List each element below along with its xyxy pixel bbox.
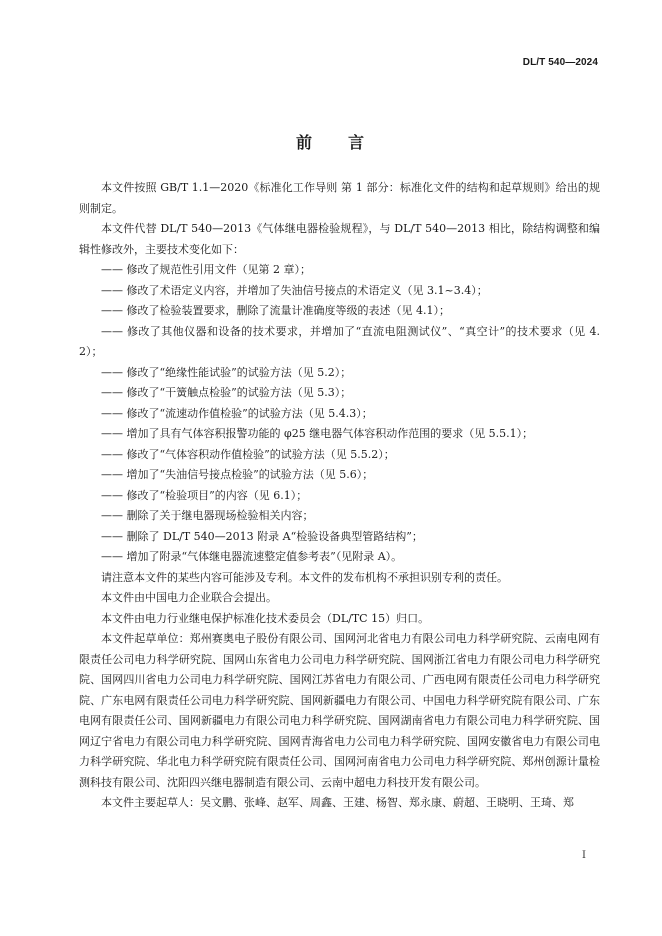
preface-body xyxy=(79,178,600,814)
dash-mark: —— xyxy=(101,324,123,338)
dash-mark: —— xyxy=(101,386,123,399)
paragraph-technical-committee: 本文件由电力行业继电保护标准化技术委员会（DL/TC 15）归口。 xyxy=(101,611,430,625)
list-item-text: 修改了“流速动作值检验”的试验方法（见 5.4.3）； xyxy=(126,406,373,420)
dash-mark: —— xyxy=(101,550,123,563)
list-item-text: 删除了 DL/T 540—2013 附录 A“检验设备典型管路结构”； xyxy=(126,529,423,543)
paragraph-drafting-rules: 本文件按照 GB/T 1.1—2020《标准化工作导则 第 1 部分：标准化文件的结构和起草规则》给出的规则制定。 xyxy=(79,181,600,215)
list-item xyxy=(79,363,600,384)
paragraph-drafters: 本文件主要起草人：吴文鹏、张峰、赵军、周鑫、王建、杨智、郑永康、蔚超、王晓明、王琦、郑 xyxy=(101,796,574,809)
dash-mark: —— xyxy=(101,427,123,440)
title-char-1: 前 xyxy=(295,133,314,152)
paragraph-drafting-units: 本文件起草单位：郑州赛奥电子股份有限公司、国网河北省电力有限公司电力科学研究院、云南电网有限责任公司电力科学研究院、国网山东省电力公司电力科学研究院、国网浙江省电力有限公司电力科学研究院、国网四川省电力公司电力科学研究院、国网江苏省电力有限公司、广西电网有限责任公司电力科学研究院、广东电网有限责任公司电力科学研究院、国网新疆电力有限公司、中国电力科学研究院有限公司、广东电网有限责任公司、国网新疆电力有限公司电力科学研究院、国网湖南省电力有限公司电力科学研究院、国网辽宁省电力有限公司电力科学研究院、国网青海省电力公司电力科学研究院、国网安徽省电力有限公司电力科学研究院、华北电力科学研究院有限责任公司、国网河南省电力公司电力科学研究院、郑州创源计量检测科技有限公司、沈阳四兴继电器制造有限公司、云南中超电力科技开发有限公司。 xyxy=(79,632,600,789)
dash-mark: —— xyxy=(101,283,123,297)
document-code: DL/T 540—2024 xyxy=(522,57,598,68)
list-item xyxy=(79,281,600,302)
list-item-text: 增加了附录“气体继电器流速整定值参考表”（见附录 A）。 xyxy=(126,550,403,563)
paragraph-patent-notice: 请注意本文件的某些内容可能涉及专利。本文件的发布机构不承担识别专利的责任。 xyxy=(101,570,508,584)
dash-mark: —— xyxy=(101,468,123,481)
list-item xyxy=(79,465,600,486)
list-item xyxy=(79,301,600,322)
dash-mark: —— xyxy=(101,406,123,420)
list-item-text: 修改了检验装置要求，删除了流量计准确度等级的表述（见 4.1）； xyxy=(126,304,450,317)
page-title xyxy=(0,130,662,153)
dash-mark: —— xyxy=(101,365,123,379)
list-item-text: 增加了具有气体容积报警功能的 φ25 继电器气体容积动作范围的要求（见 5.5.1）； xyxy=(126,427,534,440)
list-item xyxy=(79,527,600,548)
list-item xyxy=(79,383,600,404)
list-item xyxy=(79,547,600,568)
page-number: I xyxy=(582,850,586,861)
list-item xyxy=(79,322,600,363)
title-char-2: 言 xyxy=(348,133,367,152)
list-item-text: 修改了“干簧触点检验”的试验方法（见 5.3）； xyxy=(126,386,352,399)
list-item-text: 增加了“失油信号接点检验”的试验方法（见 5.6）； xyxy=(126,468,374,481)
dash-mark: —— xyxy=(101,509,123,522)
list-item xyxy=(79,260,600,281)
change-list xyxy=(79,260,600,568)
paragraph-proposer: 本文件由中国电力企业联合会提出。 xyxy=(101,591,277,604)
list-item-text: 修改了“气体容积动作值检验”的试验方法（见 5.5.2）； xyxy=(126,447,395,461)
list-item-text: 修改了“绝缘性能试验”的试验方法（见 5.2）； xyxy=(126,365,352,379)
list-item xyxy=(79,486,600,507)
dash-mark: —— xyxy=(101,529,123,543)
list-item xyxy=(79,424,600,445)
list-item xyxy=(79,445,600,466)
list-item-text: 删除了关于继电器现场检验相关内容； xyxy=(126,509,314,522)
dash-mark: —— xyxy=(101,304,123,317)
list-item-text: 修改了“检验项目”的内容（见 6.1）； xyxy=(126,488,308,502)
dash-mark: —— xyxy=(101,263,123,276)
dash-mark: —— xyxy=(101,447,123,461)
list-item xyxy=(79,506,600,527)
list-item xyxy=(79,404,600,425)
dash-mark: —— xyxy=(101,488,123,502)
list-item-text: 修改了术语定义内容，并增加了失油信号接点的术语定义（见 3.1~3.4）； xyxy=(126,283,488,297)
list-item-text: 修改了规范性引用文件（见第 2 章）； xyxy=(126,263,311,276)
paragraph-replacement: 本文件代替 DL/T 540—2013《气体继电器检验规程》，与 DL/T 540—2013 相比，除结构调整和编辑性修改外，主要技术变化如下： xyxy=(79,222,600,256)
list-item-text: 修改了其他仪器和设备的技术要求，并增加了“直流电阻测试仪”、“真空计”的技术要求（见 4.2）； xyxy=(79,324,601,358)
